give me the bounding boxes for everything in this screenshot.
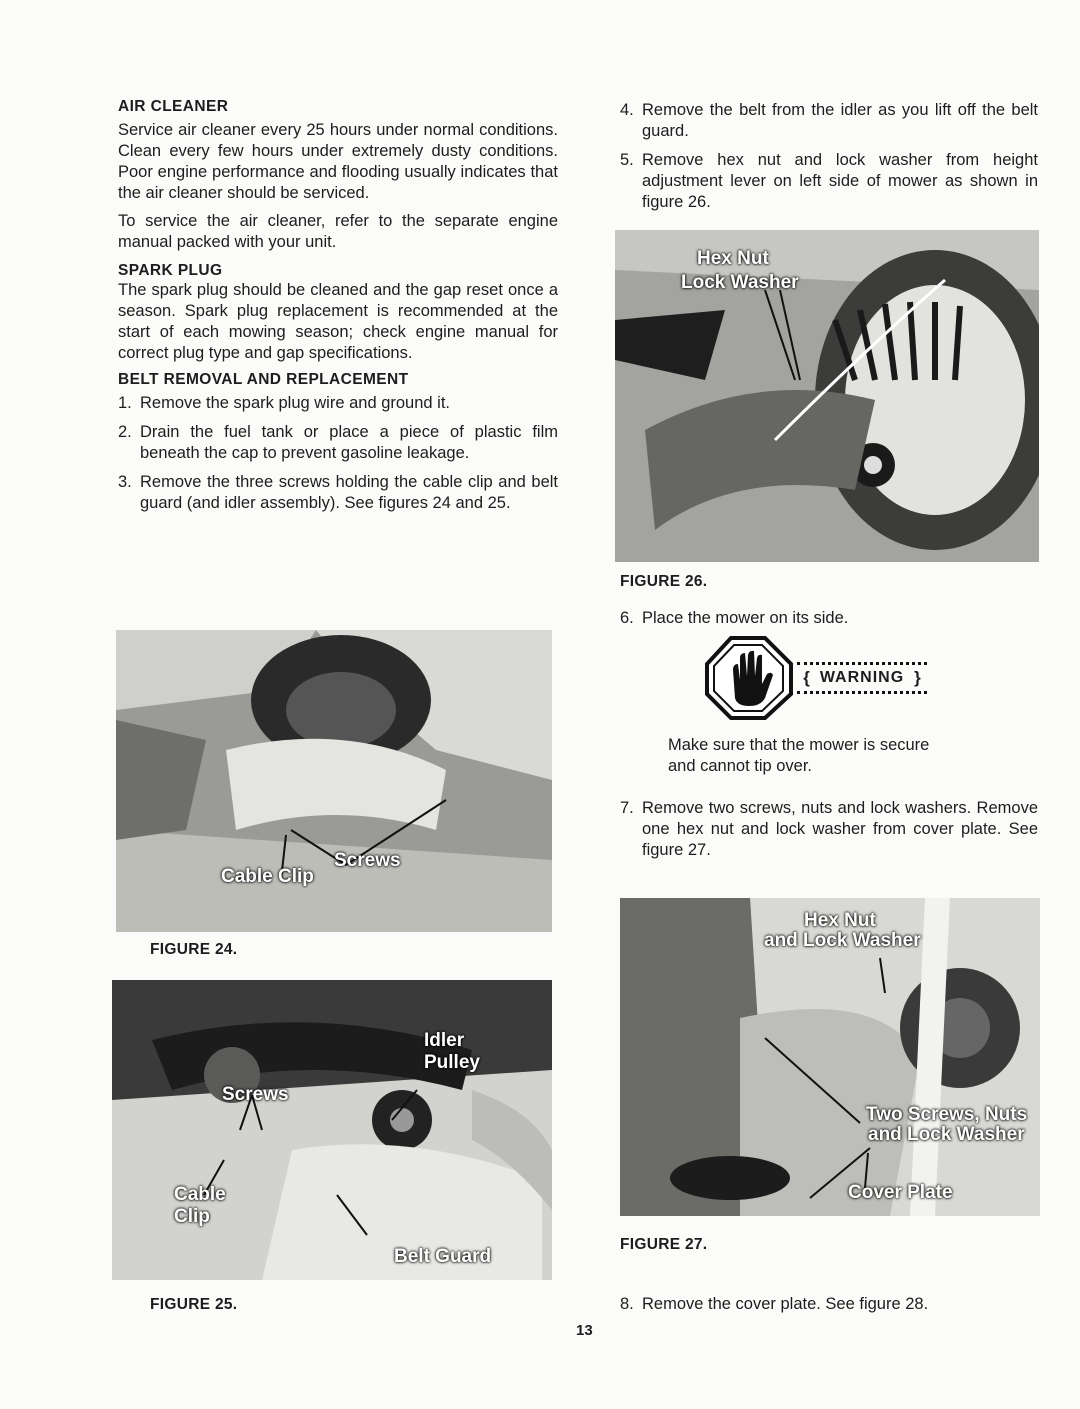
spark-plug-paragraph: The spark plug should be cleaned and the gap reset once a season. Spark plug replacement is recommended at the start of each mowing season; check engine manual for correct plug type and gap specifications. — [118, 281, 558, 362]
warning-banner — [797, 662, 927, 694]
spark-plug-heading: SPARK PLUG — [118, 262, 223, 279]
figure-25-label-cable-clip: Cable Clip — [174, 1184, 226, 1227]
figure-27-caption: FIGURE 27. — [620, 1236, 708, 1253]
figure-24-label-cable-clip: Cable Clip — [221, 866, 314, 887]
list-item: 6. Place the mower on its side. — [620, 609, 849, 627]
figure-27-label-and-lock-washer: and Lock Washer — [764, 930, 921, 951]
warning-left-brace: { — [803, 668, 810, 687]
right-column-top — [620, 100, 1038, 221]
figure-24-caption: FIGURE 24. — [150, 941, 238, 958]
left-column — [118, 98, 558, 522]
list-item: 2. Drain the fuel tank or place a piece of plastic film beneath the cap to prevent gasoline leakage. — [118, 423, 558, 462]
steps-4-5-list — [620, 100, 1038, 213]
belt-removal-heading: BELT REMOVAL AND REPLACEMENT — [118, 371, 409, 388]
air-cleaner-paragraph-2: To service the air cleaner, refer to the separate engine manual packed with your unit. — [118, 212, 558, 251]
figure-27-label-two-screws-nuts: Two Screws, Nuts — [866, 1104, 1028, 1125]
figure-25-label-belt-guard: Belt Guard — [394, 1246, 492, 1267]
page-number: 13 — [576, 1322, 593, 1339]
figure-27-label-two-and-lock-washer: and Lock Washer — [868, 1124, 1025, 1145]
figure-26-label-lock-washer: Lock Washer — [681, 272, 799, 293]
list-item: 8. Remove the cover plate. See figure 28. — [620, 1295, 929, 1313]
figure-27-label-hex-nut: Hex Nut — [804, 910, 876, 931]
figure-26-label-hex-nut: Hex Nut — [697, 248, 769, 269]
figure-26-caption: FIGURE 26. — [620, 573, 708, 590]
warning-label: WARNING — [819, 669, 905, 686]
belt-steps-list — [118, 393, 558, 514]
warning-hand-stop-icon — [705, 636, 795, 720]
list-item: 7. Remove two screws, nuts and lock washers. Remove one hex nut and lock washer from cover plate. See figure 27. — [620, 799, 1038, 859]
air-cleaner-paragraph-1: Service air cleaner every 25 hours under normal conditions. Clean every few hours under extremely dusty conditions. Poor engine performance and flooding usually indicates that the air cleaner should be serviced. — [118, 121, 558, 202]
figure-24-image — [116, 630, 552, 932]
warning-text — [668, 735, 1028, 777]
list-item: 4. Remove the belt from the idler as you lift off the belt guard. — [620, 101, 1038, 140]
figure-24-photo — [116, 630, 552, 932]
figure-27-label-cover-plate: Cover Plate — [848, 1182, 953, 1203]
figure-27-photo — [620, 898, 1040, 1216]
figure-25-caption: FIGURE 25. — [150, 1296, 238, 1313]
list-item: 1. Remove the spark plug wire and ground it. — [118, 394, 451, 412]
figure-26-photo — [615, 230, 1039, 562]
figure-25-label-screws: Screws — [222, 1084, 289, 1105]
air-cleaner-heading: AIR CLEANER — [118, 98, 229, 115]
warning-right-brace: } — [914, 668, 921, 687]
figure-26-image — [615, 230, 1039, 562]
warning-text-line-2: and cannot tip over. — [668, 757, 813, 775]
figure-24-label-screws: Screws — [334, 850, 401, 871]
figure-25-label-idler-pulley: Idler Pulley — [424, 1030, 480, 1073]
step-8 — [620, 1294, 1038, 1323]
warning-text-line-1: Make sure that the mower is secure — [668, 736, 930, 754]
figure-25-photo — [112, 980, 552, 1280]
figure-25-image — [112, 980, 552, 1280]
step-6 — [620, 608, 1038, 637]
list-item: 5. Remove hex nut and lock washer from height adjustment lever on left side of mower as shown in figure 26. — [620, 151, 1038, 211]
warning-block — [705, 636, 1005, 720]
list-item: 3. Remove the three screws holding the cable clip and belt guard (and idler assembly). See figures 24 and 25. — [118, 473, 558, 512]
step-7 — [620, 798, 1038, 869]
